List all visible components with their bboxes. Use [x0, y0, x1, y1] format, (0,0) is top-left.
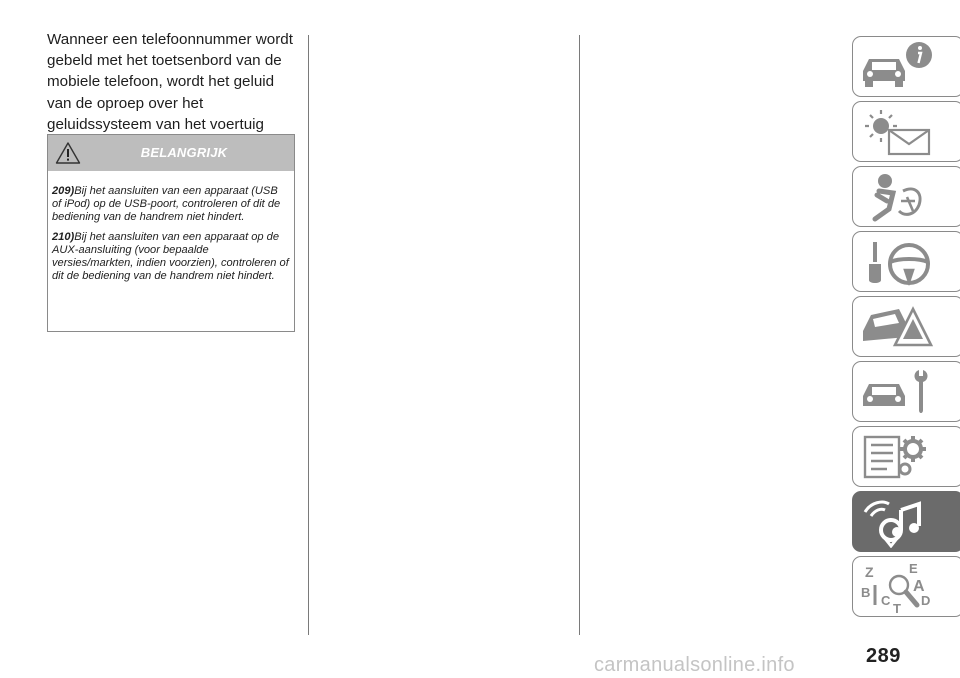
index-letter: B [861, 585, 871, 600]
note-text: Bij het aansluiten van een apparaat op de AUX-aansluiting (voor bepaalde versies/markten, indien voorzien), controleren of dit de bediening van de handrem niet hindert. [52, 230, 289, 283]
tab-safety[interactable] [852, 166, 960, 227]
intro-paragraph: Wanneer een telefoonnummer wordt gebeld met het toetsenbord van de mobiele telefoon, wordt het geluid van de oproep over het geluidssysteem van het voertuig [47, 31, 293, 133]
car-info-icon [859, 41, 935, 93]
index-letter: T [893, 601, 901, 613]
seat-airbag-icon [859, 171, 935, 223]
key-steering-wheel-icon [859, 236, 935, 288]
index-letter: Z [865, 564, 874, 580]
car-warning-icon [859, 301, 935, 353]
tab-emergency[interactable] [852, 296, 960, 357]
warning-box [47, 134, 295, 332]
multimedia-signal-music-icon [859, 496, 935, 548]
warning-header [48, 135, 294, 171]
tab-index[interactable] [852, 556, 960, 617]
tab-starting-driving[interactable] [852, 231, 960, 292]
tab-car-info[interactable] [852, 36, 960, 97]
index-letter: C [881, 593, 891, 608]
note-210 [52, 231, 290, 284]
warning-body [48, 171, 294, 283]
watermark: carmanualsonline.info [594, 654, 795, 676]
tab-lights-messages[interactable] [852, 101, 960, 162]
index-letter: A [913, 578, 925, 595]
column-divider-left [308, 35, 309, 635]
index-letter: D [921, 593, 931, 608]
note-text: Bij het aansluiten van een apparaat (USB of iPod) op de USB-poort, controleren of dit de bediening van de handrem niet hindert. [52, 185, 281, 224]
page-number: 289 [866, 645, 901, 667]
lights-message-icon [859, 106, 935, 158]
tab-multimedia[interactable] [852, 491, 960, 552]
tab-technical-data[interactable] [852, 426, 960, 487]
car-wrench-icon [859, 366, 935, 418]
note-number: 210) [52, 230, 75, 243]
specs-gear-icon [859, 431, 935, 483]
warning-title: BELANGRIJK [140, 145, 228, 160]
index-search-icon [859, 561, 935, 613]
note-number: 209) [52, 185, 75, 197]
column-divider-right [579, 35, 580, 635]
note-209 [52, 185, 290, 225]
tab-maintenance[interactable] [852, 361, 960, 422]
index-letter: E [909, 561, 918, 576]
